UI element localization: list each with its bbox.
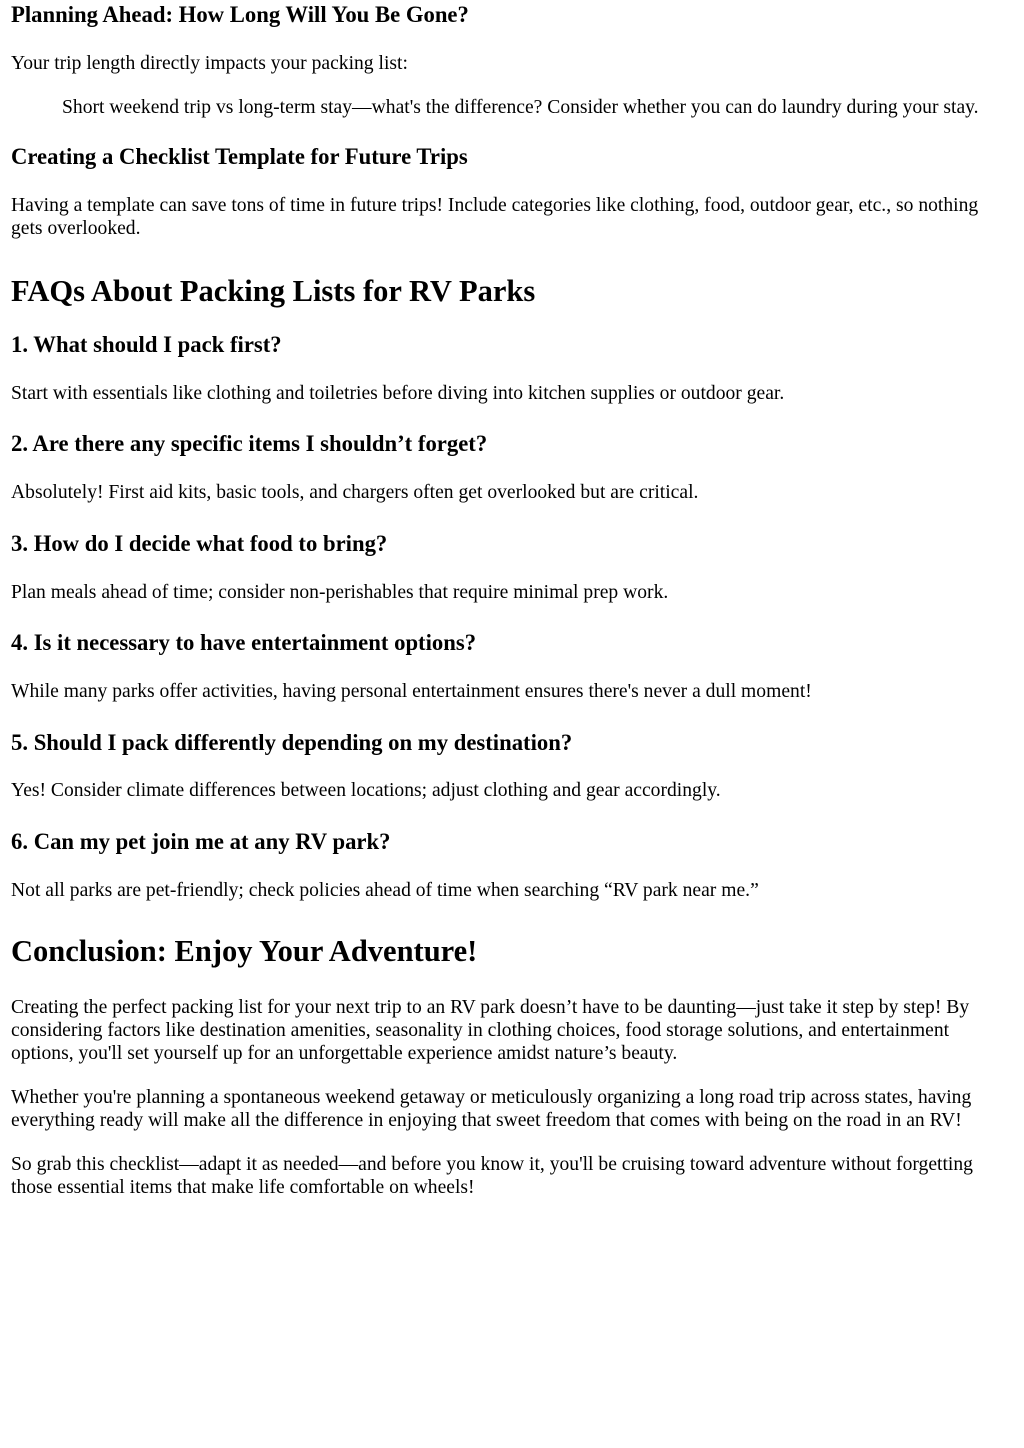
- conclusion-paragraph: Creating the perfect packing list for your next trip to an RV park doesn’t have to be daunting—just take it step by step! By considering factors like destination amenities, seasonality in clothing choices, food storage solutions, and entertainment options, you'll set yourself up for an unforgettable experience amidst nature’s beauty.: [11, 997, 970, 1064]
- faq-question: 6. Can my pet join me at any RV park?: [11, 829, 391, 854]
- faq-answer: Start with essentials like clothing and toiletries before diving into kitchen supplies or outdoor gear.: [11, 383, 785, 404]
- template-heading: Creating a Checklist Template for Future Trips: [11, 144, 468, 169]
- conclusion-heading: Conclusion: Enjoy Your Adventure!: [11, 934, 478, 968]
- faq-answer: Plan meals ahead of time; consider non-perishables that require minimal prep work.: [11, 582, 669, 603]
- planning-intro: Your trip length directly impacts your packing list:: [11, 53, 408, 74]
- article-body: [0, 2, 1024, 1199]
- faq-question: 3. How do I decide what food to bring?: [11, 531, 388, 556]
- faq-answer: Not all parks are pet-friendly; check policies ahead of time when searching “RV park near me.”: [11, 880, 759, 901]
- faq-question: 4. Is it necessary to have entertainment options?: [11, 630, 477, 655]
- faq-question: 2. Are there any specific items I shouldn’t forget?: [11, 431, 488, 456]
- faqs-heading: FAQs About Packing Lists for RV Parks: [11, 274, 536, 308]
- planning-quote: Short weekend trip vs long-term stay—what's the difference? Consider whether you can do laundry during your stay.: [62, 97, 979, 118]
- faq-question: 5. Should I pack differently depending on my destination?: [11, 730, 573, 755]
- faq-question: 1. What should I pack first?: [11, 332, 282, 357]
- faq-answer: While many parks offer activities, having personal entertainment ensures there's never a dull moment!: [11, 681, 812, 702]
- planning-heading: Planning Ahead: How Long Will You Be Gone?: [11, 2, 469, 27]
- template-body: Having a template can save tons of time in future trips! Include categories like clothing, food, outdoor gear, etc., so nothing gets overlooked.: [11, 195, 979, 239]
- faq-answer: Absolutely! First aid kits, basic tools, and chargers often get overlooked but are critical.: [11, 482, 699, 503]
- conclusion-paragraph: Whether you're planning a spontaneous weekend getaway or meticulously organizing a long road trip across states, having everything ready will make all the difference in enjoying that sweet freedom that comes with being on the road in an RV!: [11, 1087, 972, 1131]
- conclusion-paragraph: So grab this checklist—adapt it as needed—and before you know it, you'll be cruising toward adventure without forgetting those essential items that make life comfortable on wheels!: [11, 1154, 973, 1198]
- faq-answer: Yes! Consider climate differences between locations; adjust clothing and gear accordingly.: [11, 780, 721, 801]
